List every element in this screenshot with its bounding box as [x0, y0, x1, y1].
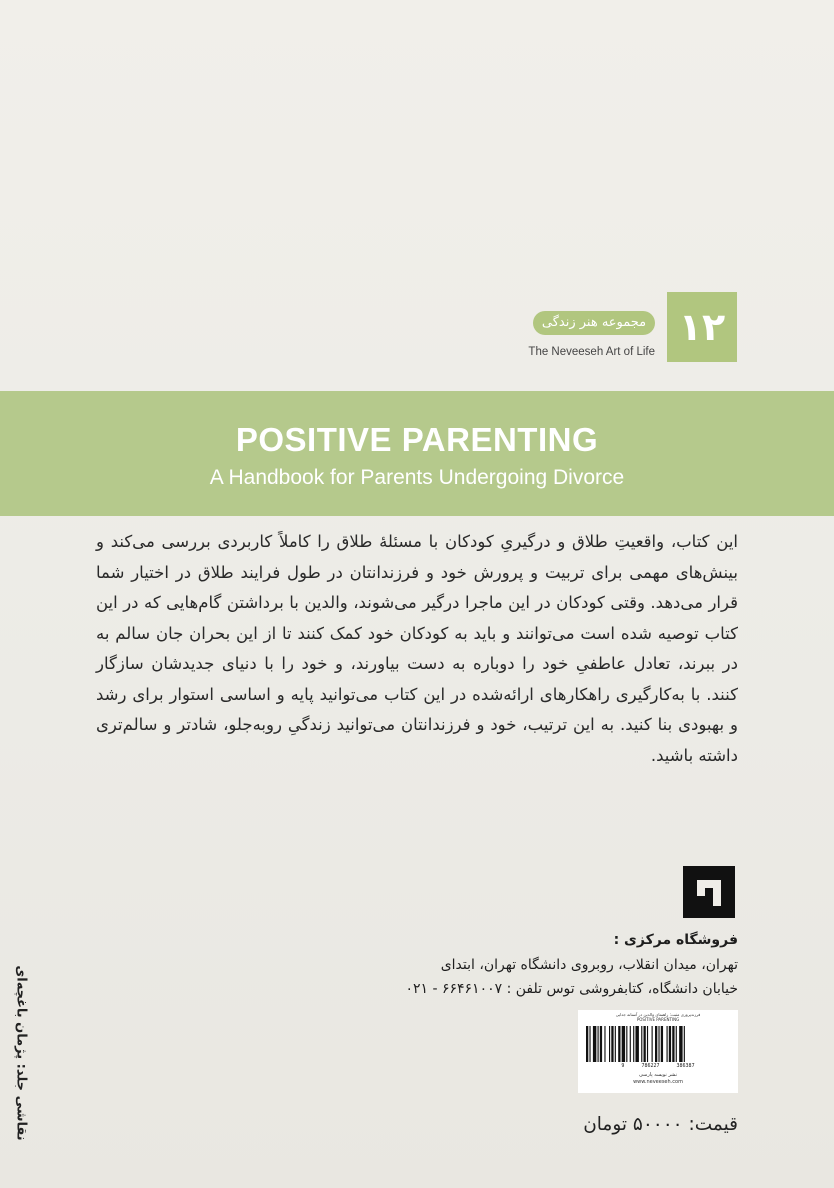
price-label: قیمت: ۵۰۰۰۰ تومان	[583, 1114, 738, 1135]
barcode-website: www.neveeseh.com	[633, 1079, 683, 1085]
description-paragraph: این کتاب، واقعیتِ طلاق و درگیریِ کودکان با مسئلهٔ طلاق را کاملاً کاربردی بررسی می‌کند و بینش‌های مهمی برای تربیت و پرورش خود و فرزندانتان در طول فرایند طلاق در اختیار شما قرار می‌دهد. وقتی کودکان در این ماجرا درگیر می‌شوند، والدین با برداشتن گام‌هایی که در این کتاب توصیه شده است می‌توانند و باید به کودکان خود کمک کنند تا از این بحران جان سالم به در ببرند، تعادل عاطفیِ خود را دوباره به دست بیاورند، و خود را با دنیای جدیدشان سازگار کنند. با به‌کارگیری راهکارهای ارائه‌شده در این کتاب می‌توانید پایه و اساسی استوار برای رشد و بهبودی بنا کنید. به این ترتیب، خود و فرزندانتان می‌توانید زندگیِ روبه‌جلو، شادتر و سالم‌تری داشته باشید.	[96, 532, 738, 765]
barcode-caption	[578, 1012, 738, 1022]
barcode-caption-fa: فرزندپروری مثبت: راهنمای والدین در آستانه جدایی	[615, 1012, 701, 1017]
barcode-digits: 9 786227 386387	[621, 1063, 695, 1069]
publisher-logo-icon	[683, 866, 735, 918]
barcode-publisher-name: نشر نویسه پارسی	[639, 1072, 677, 1078]
store-heading: فروشگاه مرکزی :	[613, 932, 738, 948]
english-subtitle: A Handbook for Parents Undergoing Divorce	[209, 466, 625, 489]
cover-art-credit	[10, 945, 32, 1160]
store-address-line1: تهران، میدان انقلاب، روبروی دانشگاه تهران، ابتدای	[440, 956, 738, 973]
store-address	[318, 928, 738, 1002]
title-band	[0, 391, 834, 516]
store-address-line2: خیابان دانشگاه، کتابفروشی توس تلفن : ۶۶۴۶۱۰۰۷ - ۰۲۱	[405, 981, 738, 997]
english-title: POSITIVE PARENTING	[235, 421, 599, 458]
series-name-pill: مجموعه هنر زندگی	[533, 311, 655, 335]
series-english-name: The Neveeseh Art of Life	[528, 346, 655, 358]
barcode-bars	[584, 1026, 732, 1062]
series-number: ۱۲	[667, 292, 737, 362]
series-badge	[500, 292, 737, 370]
barcode-publisher	[578, 1072, 738, 1086]
barcode-caption-en: POSITIVE PARENTING	[636, 1017, 680, 1022]
isbn-barcode	[578, 1010, 738, 1093]
cover-art-credit-text: نقاشی جلد: پژمان باغچه‌ای	[13, 964, 29, 1141]
